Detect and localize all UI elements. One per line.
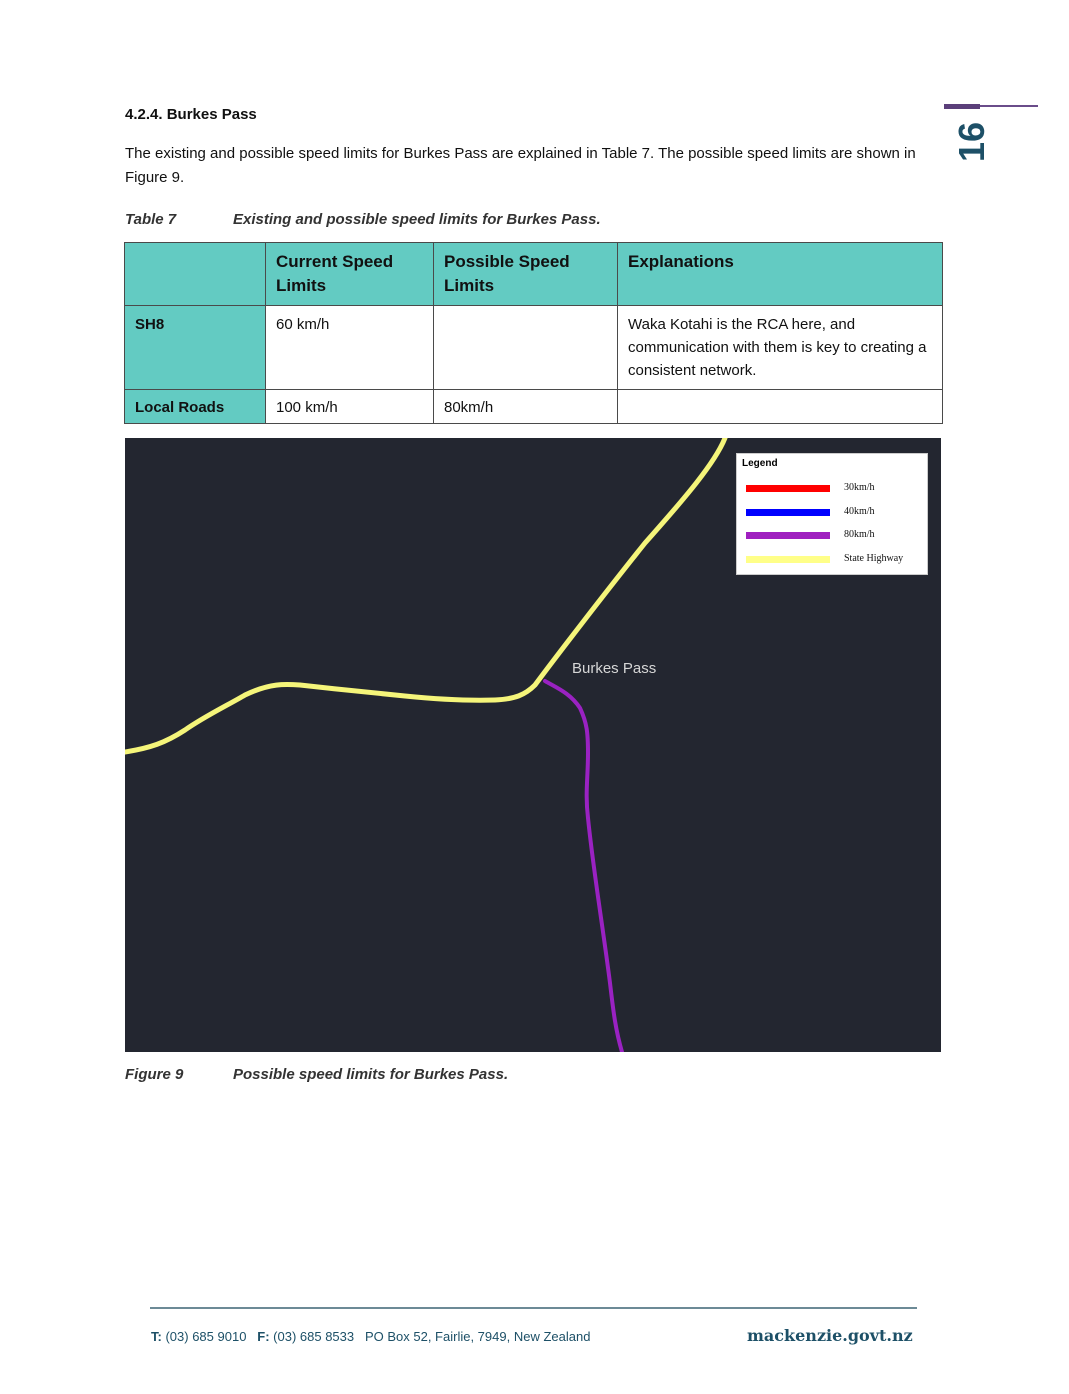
table-row: [125, 390, 943, 424]
page-number-tab: [944, 100, 1040, 170]
table-header-cell: Explanations: [618, 243, 943, 306]
page-tab-bar: [944, 104, 980, 109]
phone-number: (03) 685 9010: [165, 1329, 247, 1344]
table-cell: Waka Kotahi is the RCA here, and communication with them is key to creating a consistent network.: [618, 306, 943, 390]
legend-label: 40km/h: [844, 506, 875, 517]
table-header-cell: [125, 243, 266, 306]
table-row: [125, 306, 943, 390]
table-cell: 100 km/h: [266, 390, 434, 424]
footer-contact: [151, 1329, 590, 1344]
place-label-burkes-pass: Burkes Pass: [572, 660, 657, 677]
table-header-cell: Possible Speed Limits: [434, 243, 618, 306]
table-header-cell: Current Speed Limits: [266, 243, 434, 306]
table-caption: [125, 211, 601, 228]
fax-label: F:: [257, 1329, 270, 1344]
legend-swatch-state-highway: [746, 556, 830, 563]
figure-caption-label: Figure 9: [125, 1066, 184, 1083]
table-cell: 60 km/h: [266, 306, 434, 390]
intro-paragraph: The existing and possible speed limits for Burkes Pass are explained in Table 7. The possible speed limits are shown in Figure 9.: [125, 145, 916, 186]
figure-caption: [125, 1066, 508, 1083]
speed-limits-table: [124, 242, 943, 424]
table-caption-label: Table 7: [125, 211, 177, 228]
table-row-head: SH8: [125, 306, 266, 390]
legend-swatch-30: [746, 485, 830, 492]
legend-label: 30km/h: [844, 482, 875, 493]
state-highway-road: [125, 438, 725, 752]
legend-item: [746, 482, 921, 496]
legend-swatch-40: [746, 509, 830, 516]
website-link[interactable]: mackenzie.govt.nz: [747, 1326, 913, 1345]
postal-address: PO Box 52, Fairlie, 7949, New Zealand: [364, 1329, 591, 1344]
legend-label: State Highway: [844, 553, 904, 564]
legend-swatch-80: [746, 532, 830, 539]
table-row-head: Local Roads: [125, 390, 266, 424]
map-legend: [736, 453, 928, 575]
page-tab-line: [980, 105, 1038, 107]
fax-number: (03) 685 8533: [273, 1329, 355, 1344]
table-caption-text: Existing and possible speed limits for Burkes Pass.: [233, 211, 601, 228]
figure-caption-text: Possible speed limits for Burkes Pass.: [233, 1066, 509, 1083]
phone-label: T:: [151, 1329, 162, 1344]
legend-title: Legend: [742, 458, 778, 469]
table-cell: 80km/h: [434, 390, 618, 424]
page-number: 16: [951, 121, 992, 163]
table-cell: [618, 390, 943, 424]
legend-item: [746, 553, 921, 567]
footer-divider: [150, 1307, 917, 1309]
local-road-80: [545, 681, 622, 1052]
table-cell: [434, 306, 618, 390]
section-heading: 4.2.4. Burkes Pass: [125, 106, 257, 123]
legend-label: 80km/h: [844, 529, 875, 540]
legend-item: [746, 529, 921, 543]
table-header-row: [125, 243, 943, 306]
legend-item: [746, 506, 921, 520]
speed-limit-map: [125, 438, 941, 1052]
